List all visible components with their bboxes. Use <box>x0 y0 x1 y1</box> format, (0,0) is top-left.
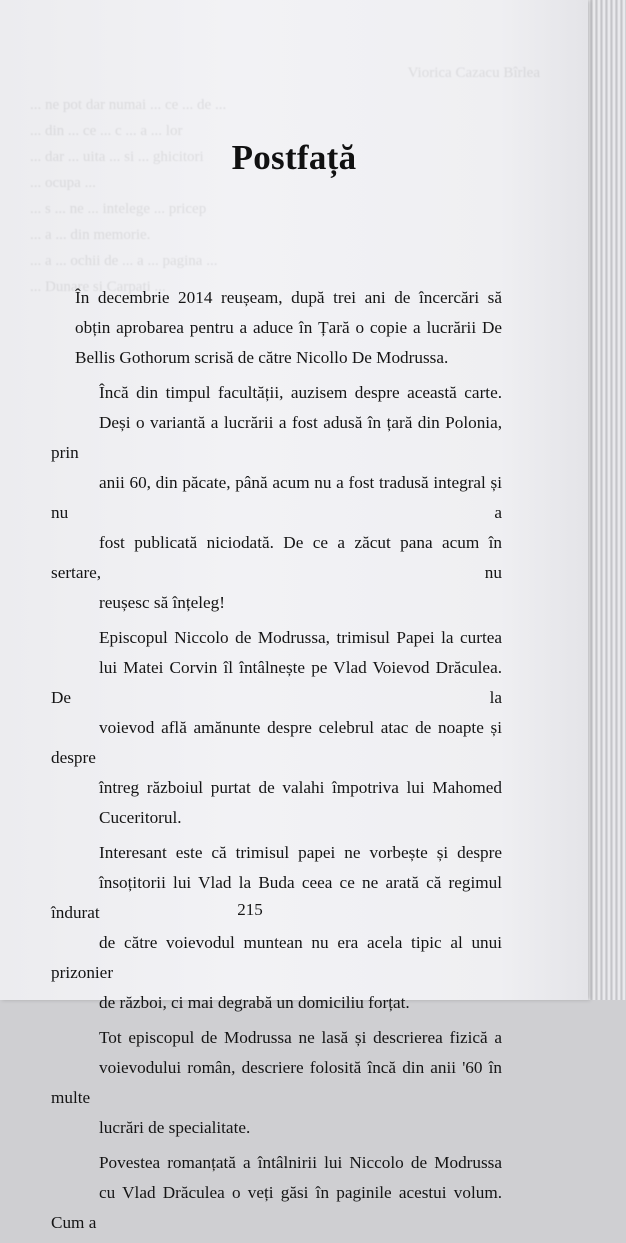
page-title: Postfață <box>231 138 357 177</box>
page-edges <box>588 0 626 1000</box>
show-through-line: ... din ... ce ... c ... a ... lor <box>30 123 183 139</box>
text-line: întreg războiul purtat de valahi împotriva lui Mahomed <box>99 778 502 797</box>
show-through-lines <box>30 92 570 300</box>
text-line: anii 60, din păcate, până acum nu a fost tradusă integral și nu a <box>51 473 502 522</box>
show-through-line: ... dar ... uita ... si ... ghicitori <box>30 149 204 165</box>
text-line: Bellis Gothorum scrisă de către Nicollo De Modrussa. <box>75 348 449 367</box>
text-line: reușesc să înțeleg! <box>99 593 225 612</box>
text-line: În decembrie 2014 reușeam, după trei ani de încercări să <box>75 288 502 307</box>
show-through-line: ... ne pot dar numai ... ce ... de ... <box>30 97 227 113</box>
text-line: Interesant este că trimisul papei ne vorbește și despre <box>99 843 502 862</box>
text-line: Încă din timpul facultății, auzisem despre această carte. <box>99 383 502 402</box>
show-through-line: ... s ... ne ... intelege ... pricep <box>30 201 207 217</box>
text-line: lucrări de specialitate. <box>99 1118 251 1137</box>
show-through-line: ... a ... din memorie. <box>30 227 151 243</box>
text-line: obțin aprobarea pentru a aduce în Țară o copie a lucrării De <box>75 318 502 337</box>
paragraph <box>51 378 502 618</box>
text-line: Episcopul Niccolo de Modrussa, trimisul Papei la curtea <box>99 628 502 647</box>
show-through-line: ... Dunare si Carpati ... <box>30 279 166 295</box>
text-line: cu Vlad Drăculea o veți găsi în paginile acestui volum. Cum a <box>51 1183 502 1232</box>
text-line: Tot episcopul de Modrussa ne lasă și descrierea fizică a <box>99 1028 502 1047</box>
text-line: voievod află amănunte despre celebrul atac de noapte și despre <box>51 718 502 767</box>
page-number: 215 <box>237 900 263 919</box>
running-head: Viorica Cazacu Bîrlea <box>407 65 540 81</box>
text-line: Cuceritorul. <box>99 808 182 827</box>
body-text <box>51 283 502 1243</box>
text-line: lui Matei Corvin îl întâlnește pe Vlad Voievod Drăculea. De la <box>51 658 502 707</box>
paragraph <box>51 838 502 1018</box>
text-line: fost publicată niciodată. De ce a zăcut pana acum în sertare, nu <box>51 533 502 582</box>
text-line: însoțitorii lui Vlad la Buda ceea ce ne arată că regimul îndurat <box>51 873 502 922</box>
text-line: de război, ci mai degrabă un domiciliu forțat. <box>99 993 410 1012</box>
show-through-line: ... a ... ochii de ... a ... pagina ... <box>30 253 218 269</box>
paragraph <box>51 623 502 833</box>
paragraph <box>51 1023 502 1143</box>
text-line: Povestea romanțată a întâlnirii lui Niccolo de Modrussa <box>99 1153 502 1172</box>
text-line: voievodului român, descriere folosită încă din anii '60 în multe <box>51 1058 502 1107</box>
show-through-line: ... ocupa ... <box>30 175 96 191</box>
paragraph <box>51 283 502 373</box>
text-line: Deși o variantă a lucrării a fost adusă în țară din Polonia, prin <box>51 413 502 462</box>
paragraph <box>51 1148 502 1238</box>
text-line: de către voievodul muntean nu era acela tipic al unui prizonier <box>51 933 502 982</box>
